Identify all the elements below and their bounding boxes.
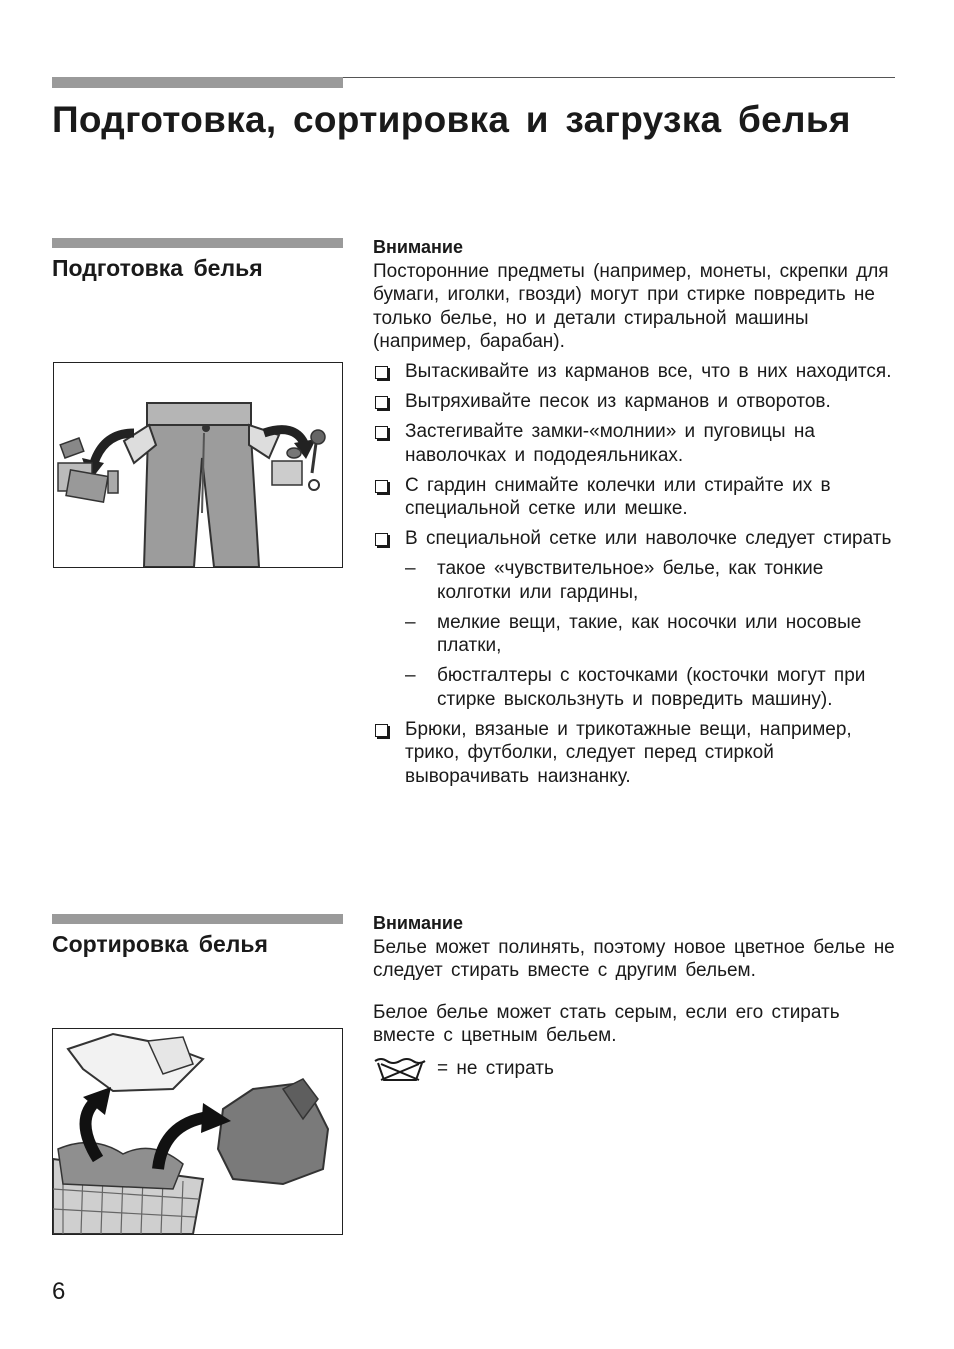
prep-bullet: [373, 527, 898, 711]
prep-sub-list: [373, 557, 898, 711]
prep-bullet: Вытряхивайте песок из карманов и отворотов.: [373, 390, 898, 414]
no-wash-icon: [373, 1056, 427, 1082]
header-bar: [52, 77, 343, 88]
prep-attention-label: Внимание: [373, 237, 463, 257]
sort-content: [373, 912, 898, 1082]
sort-attention-text: Белье может полинять, поэтому новое цветное белье не следует стирать вместе с другим бельем.: [373, 936, 895, 981]
prep-bullet: Застегивайте замки-«молнии» и пуговицы на наволочках и пододеяльниках.: [373, 420, 898, 467]
prep-bullet: Брюки, вязаные и трикотажные вещи, например, трико, футболки, следует перед стиркой выворачивать наизнанку.: [373, 718, 898, 789]
prep-subitem: – бюстгалтеры с косточками (косточки могут при стирке выскользнуть и повредить машину).: [373, 664, 898, 711]
prep-subitem: – мелкие вещи, такие, как носочки или носовые платки,: [373, 611, 898, 658]
prep-bullet-text: В специальной сетке или наволочке следует стирать: [405, 528, 892, 549]
illustration-pockets: [53, 362, 343, 568]
sort-attention-label: Внимание: [373, 913, 463, 933]
section-bar-sort: [52, 914, 343, 924]
page-number: 6: [52, 1278, 66, 1305]
section-heading-prep: Подготовка белья: [52, 255, 263, 281]
pants-pockets-illustration: [54, 363, 342, 567]
no-wash-symbol-row: [373, 1056, 898, 1082]
illustration-sorting: [52, 1028, 343, 1235]
prep-subitem: – такое «чувствительное» белье, как тонкие колготки или гардины,: [373, 557, 898, 604]
prep-bullet-list: [373, 360, 898, 788]
prep-attention-text: Посторонние предметы (например, монеты, скрепки для бумаги, иголки, гвозди) могут при стирке повредить не только белье, но и детали стиральной машины (например, барабан).: [373, 260, 889, 352]
prep-bullet: Вытаскивайте из карманов все, что в них находится.: [373, 360, 898, 384]
sort-note: Белое белье может стать серым, если его стирать вместе с цветным бельем.: [373, 1001, 840, 1046]
prep-bullet: С гардин снимайте колечки или стирайте их в специальной сетке или мешке.: [373, 474, 898, 521]
page-title: Подготовка, сортировка и загрузка белья: [52, 99, 851, 140]
prep-content: [373, 236, 898, 788]
section-bar-prep: [52, 238, 343, 248]
laundry-sorting-illustration: [53, 1029, 342, 1234]
section-heading-sort: Сортировка белья: [52, 931, 268, 957]
no-wash-label: = не стирать: [437, 1057, 554, 1079]
